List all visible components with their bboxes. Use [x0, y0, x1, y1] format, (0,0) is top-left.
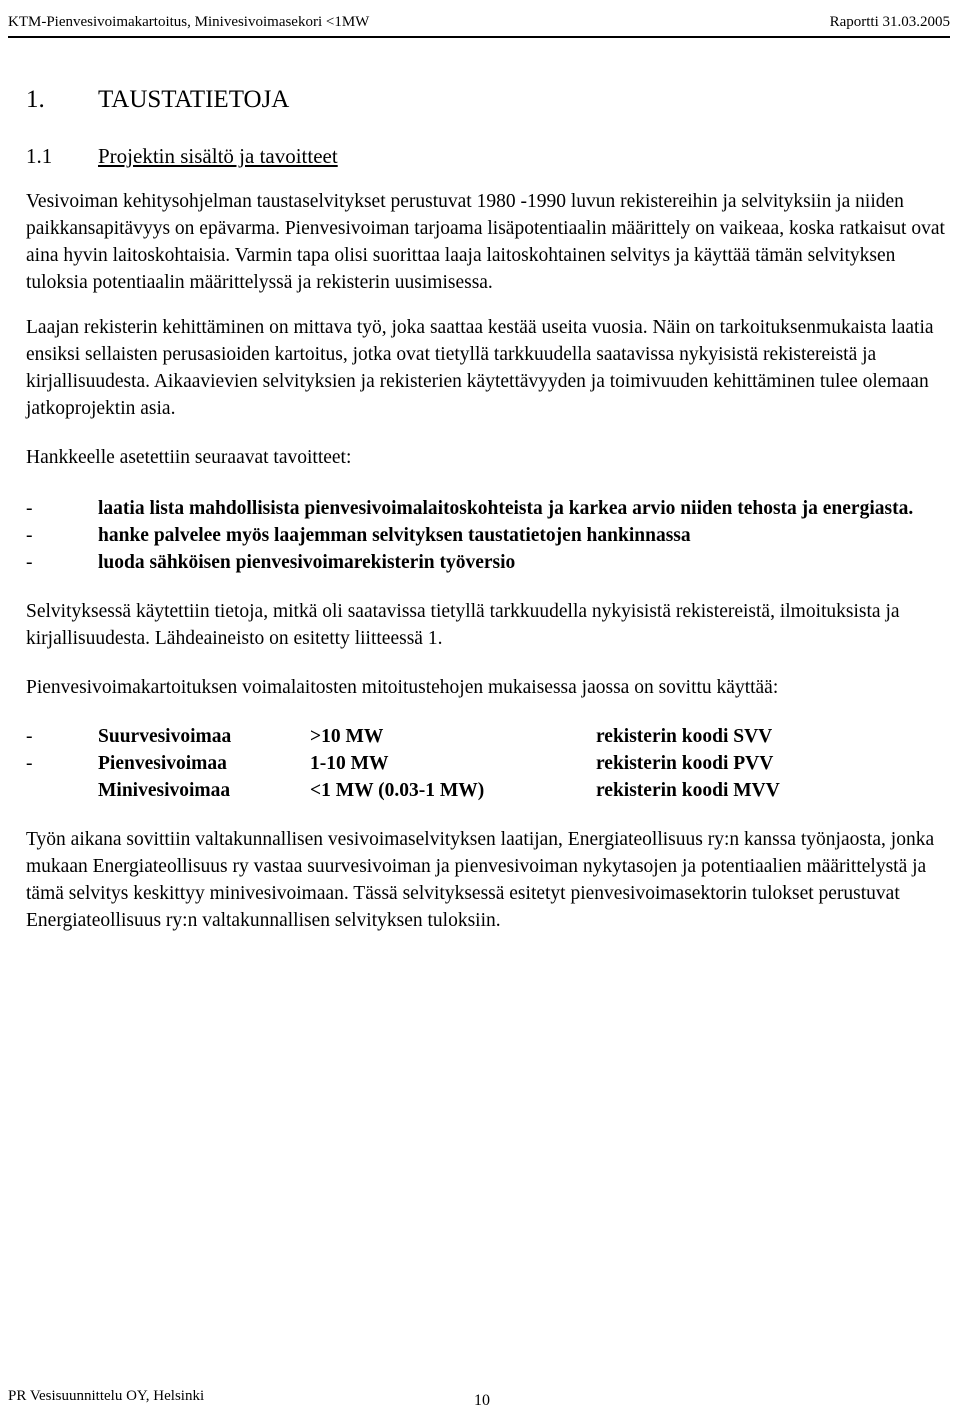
power-class-table	[26, 723, 952, 804]
power-class-code: rekisterin koodi PVV	[596, 753, 774, 774]
footer-company: PR Vesisuunnittelu OY, Helsinki	[8, 1388, 205, 1404]
goal-item	[26, 522, 952, 549]
power-class-name: Minivesivoimaa	[98, 780, 231, 801]
power-class-bullet: -	[26, 726, 33, 747]
goal-text: hanke palvelee myös laajemman selvityksen taustatietojen hankinnassa	[98, 525, 691, 546]
power-class-name: Pienvesivoimaa	[98, 753, 227, 774]
power-class-name: Suurvesivoimaa	[98, 726, 232, 747]
power-class-bullet	[26, 777, 98, 804]
subsection-title: Projektin sisältö ja tavoitteet	[98, 144, 338, 168]
paragraph-work-division: Työn aikana sovittiin valtakunnallisen vesivoimaselvityksen laatijan, Energiateollisuus ry:n kanssa työnjaosta, jonka mukaan Energiateollisuus ry vastaa suurvesivoiman ja pienvesivoiman nykytasojen ja potentiaalien määrittelystä ja tämä selvitys keskittyy minivesivoimaan. Tässä selvityksessä esitetyt pienvesivoimasektorin tulokset perustuvat Energiateollisuus ry:n valtakunnallisen selvityksen tuloksiin.	[26, 829, 935, 931]
power-class-row	[26, 723, 952, 750]
goals-list	[26, 495, 952, 576]
power-class-range: <1 MW (0.03-1 MW)	[310, 780, 485, 801]
paragraph-register-development: Laajan rekisterin kehittäminen on mittava työ, joka saattaa kestää useita vuosia. Näin on tarkoituksenmukaista laatia ensiksi sellaisten perusasioiden kartoitus, jotka ovat tietyllä tarkkuudella saatavissa nykyisistä rekistereistä ja kirjallisuudesta. Aikaavievien selvityksien ja rekisterien käytettävyyden ja toimivuuden kehittäminen tulee olemaan jatkoprojektin asia.	[26, 317, 934, 419]
page-content	[26, 84, 952, 934]
header-report-date: Raportti 31.03.2005	[829, 14, 950, 30]
power-class-bullet: -	[26, 753, 33, 774]
power-class-row	[26, 777, 952, 804]
paragraph-background: Vesivoiman kehitysohjelman taustaselvitykset perustuvat 1980 -1990 luvun rekistereihin ja selvityksiin ja niiden paikkansapitävyys on epävarma. Pienvesivoiman tarjoama lisäpotentiaalin määrittely on vaikeaa, koska ratkaisut ovat aina hyvin laitoskohtaisia. Varmin tapa olisi suorittaa laaja laitoskohtainen selvitys ja käyttää tämän selvityksen tuloksia potentiaalin määrittelyssä ja rekisterin uusimisessa.	[26, 191, 945, 293]
power-class-row	[26, 750, 952, 777]
header-document-title: KTM-Pienvesivoimakartoitus, Minivesivoimasekori <1MW	[8, 14, 370, 30]
goal-text: luoda sähköisen pienvesivoimarekisterin työversio	[98, 552, 516, 573]
section-heading	[26, 84, 952, 124]
subsection-number: 1.1	[26, 144, 53, 168]
power-class-range: >10 MW	[310, 726, 384, 747]
power-class-code: rekisterin koodi MVV	[596, 780, 780, 801]
paragraph-sources: Selvityksessä käytettiin tietoja, mitkä oli saatavissa tietyllä tarkkuudella nykyisistä rekistereistä, ilmoituksista ja kirjallisuudesta. Lähdeaineisto on esitetty liitteessä 1.	[26, 601, 900, 649]
goal-bullet: -	[26, 525, 33, 546]
power-class-code: rekisterin koodi SVV	[596, 726, 773, 747]
goal-bullet: -	[26, 552, 33, 573]
section-title: TAUSTATIETOJA	[98, 86, 290, 113]
paragraph-goals-intro: Hankkeelle asetettiin seuraavat tavoitteet:	[26, 447, 352, 468]
subsection-heading	[26, 142, 952, 170]
goal-item	[26, 495, 952, 522]
page-header	[8, 8, 950, 38]
power-class-range: 1-10 MW	[310, 753, 389, 774]
page-number: 10	[474, 1392, 490, 1409]
paragraph-classification-intro: Pienvesivoimakartoituksen voimalaitosten mitoitustehojen mukaisessa jaossa on sovittu käyttää:	[26, 677, 779, 698]
goal-item	[26, 549, 952, 576]
goal-text: laatia lista mahdollisista pienvesivoimalaitoskohteista ja karkea arvio niiden tehosta ja energiasta.	[98, 498, 914, 519]
goal-bullet: -	[26, 498, 33, 519]
section-number: 1.	[26, 86, 45, 113]
